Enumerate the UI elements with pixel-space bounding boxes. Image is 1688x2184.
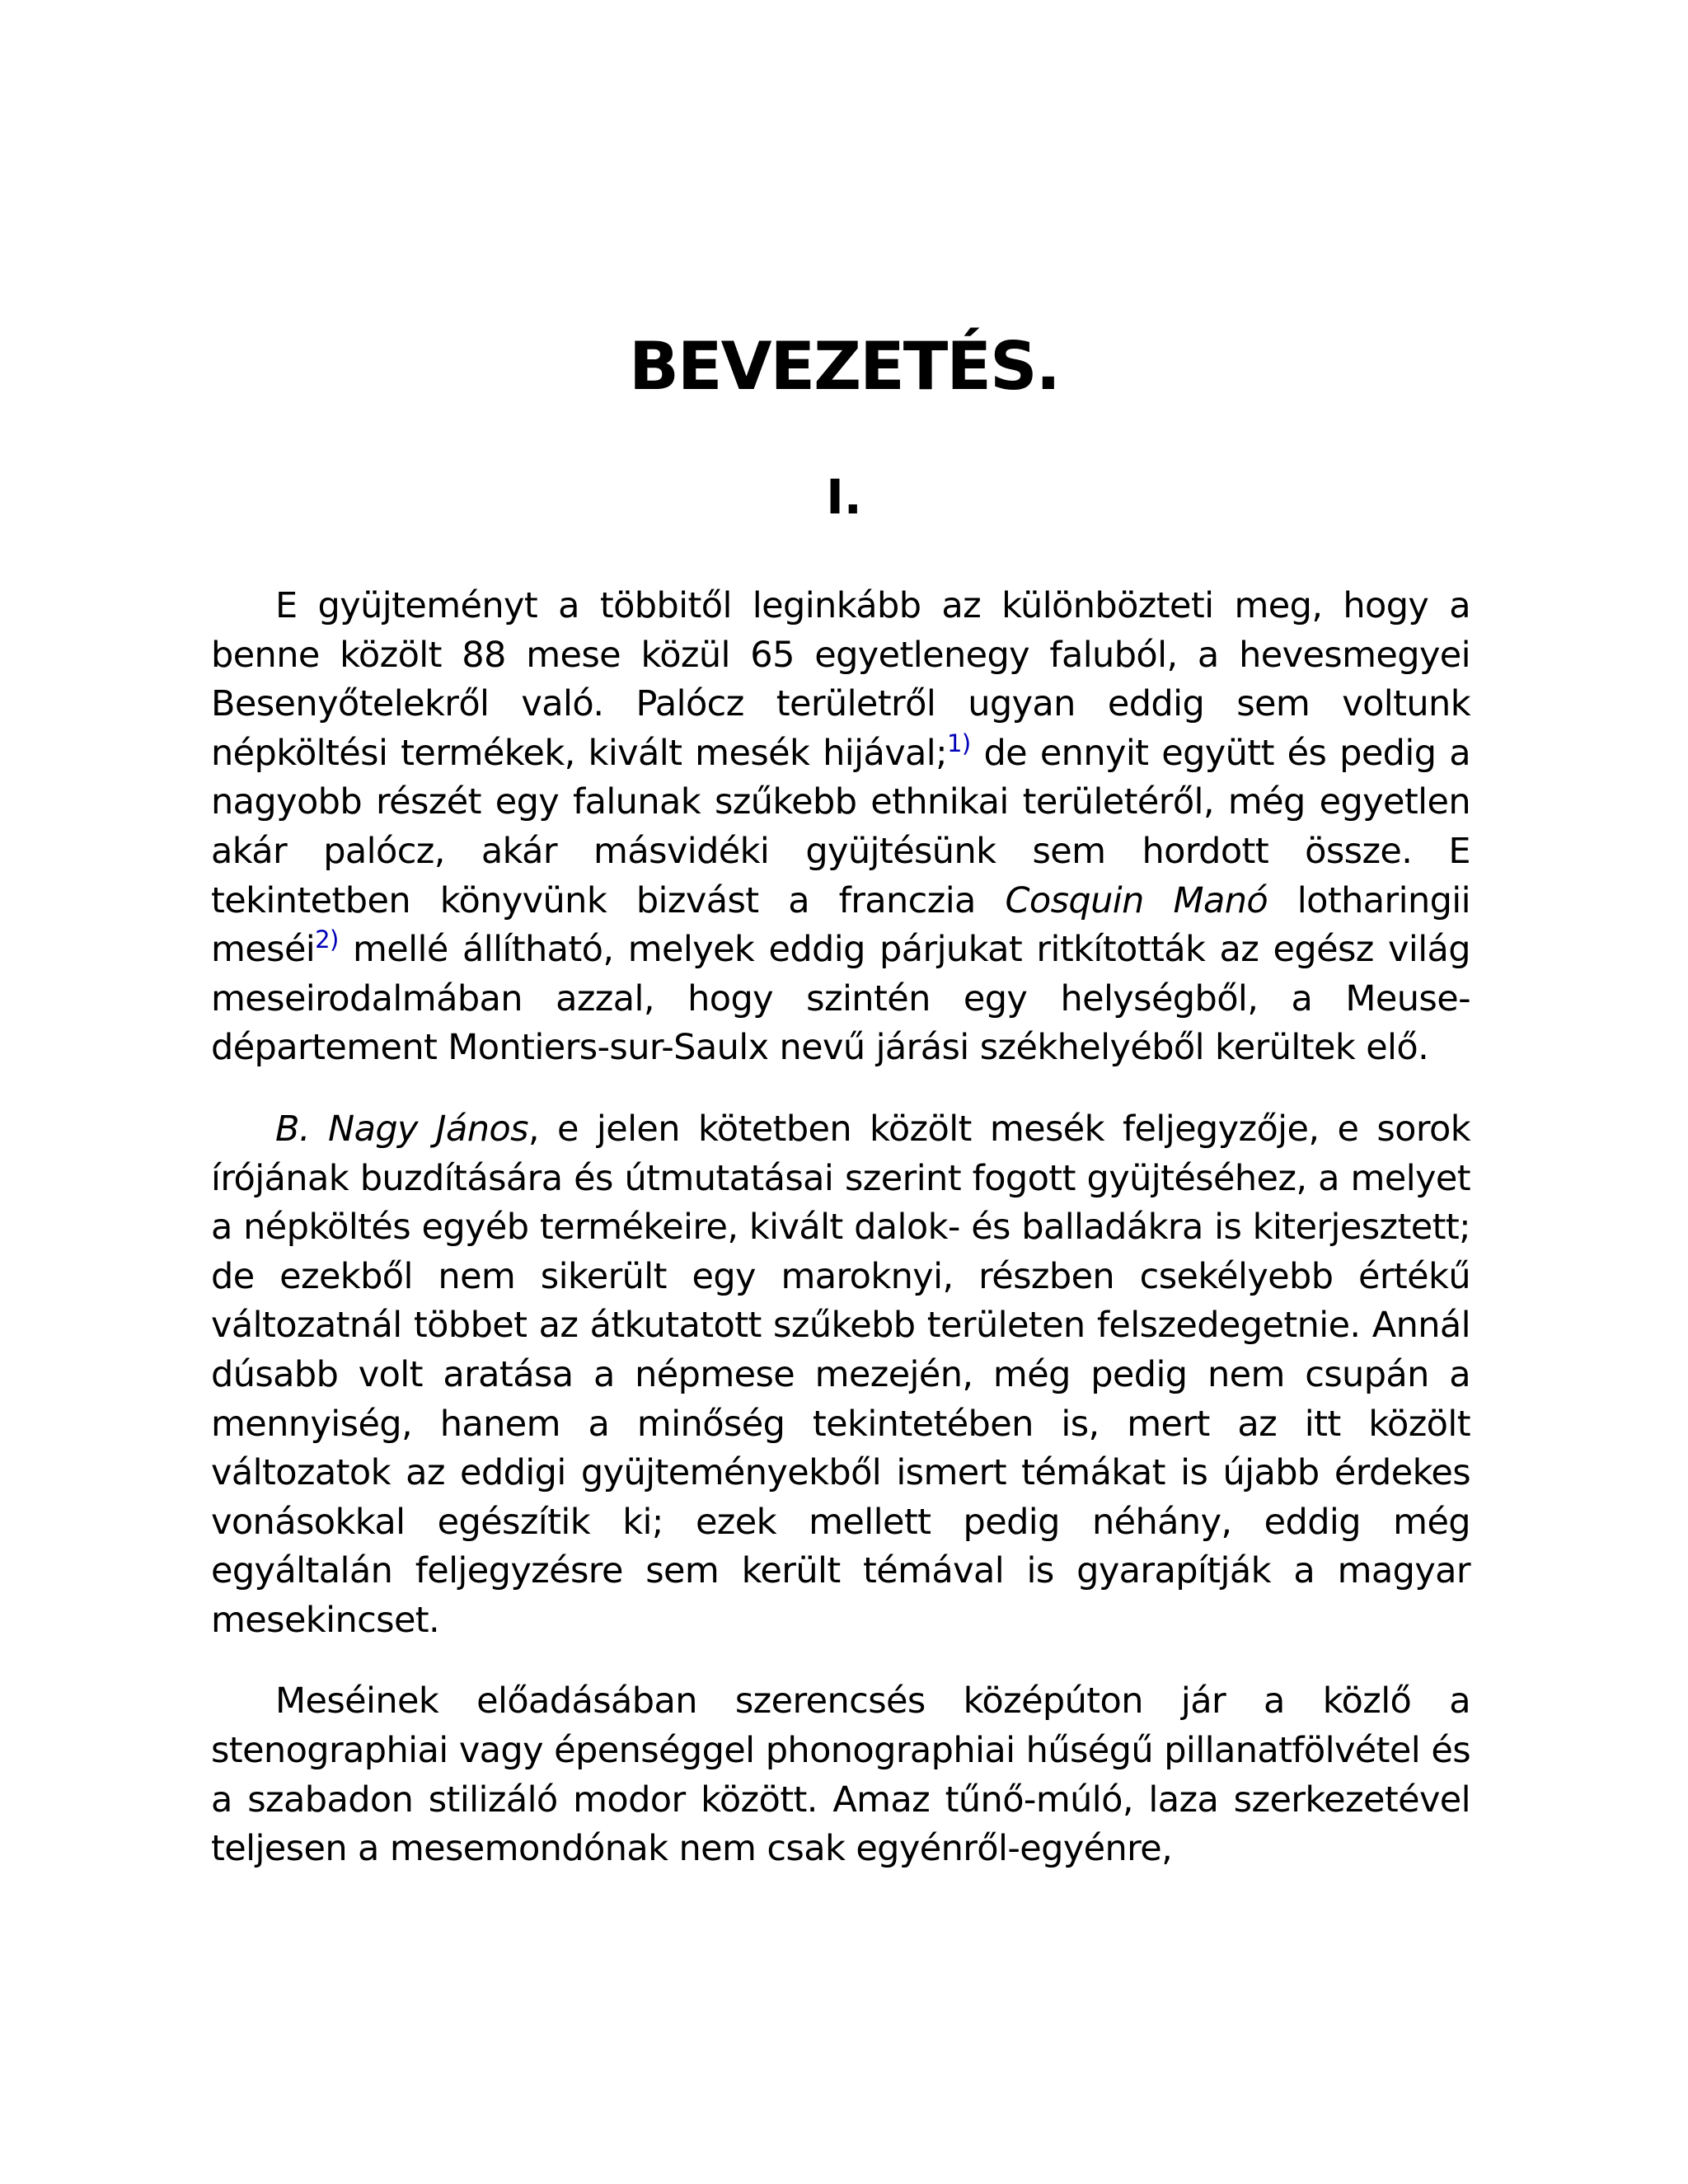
section-heading: I. [826, 469, 862, 525]
text-run: Meséinek előadásában szerencsés középúton jár a közlő a stenographiai vagy épenséggel phonographiai hűségű pillanatfölvétel és a szabadon stilizáló modor között. Amaz tűnő-múló, laza szerkezetével teljesen a mesemondónak nem csak egyénről-egyénre, [211, 1680, 1470, 1870]
text-run: lotharingii meséi [211, 879, 1470, 971]
text-run: E gyüjteményt a többitől leginkább az különbözteti meg, hogy a benne közölt 88 mese közül 65 egyetlenegy faluból, a hevesmegyei Besenyőtelekről való. Palócz területről ugyan eddig sem voltunk népköltési termékek, kivált mesék hijával; [211, 585, 1470, 774]
paragraph [211, 582, 1470, 1073]
footnote-reference-link[interactable]: 2) [315, 926, 339, 954]
person-name: B. Nagy János [275, 1108, 528, 1150]
page-title: BEVEZETÉS. [628, 328, 1060, 405]
paragraph [211, 1105, 1470, 1646]
text-run: mellé állítható, melyek eddig párjukat ritkították az egész világ meseirodalmában azzal, hogy szintén egy helységből, a Meuse-département Montiers-sur-Saulx nevű járási székhelyéből kerültek elő. [211, 929, 1470, 1069]
footnote-reference-link[interactable]: 1) [947, 729, 971, 757]
text-run: de ennyit együtt és pedig a nagyobb részét egy falunak szűkebb ethnikai területéről, még egyetlen akár palócz, akár másvidéki gyüjtésünk sem hordott össze. E tekintetben könyvünk bizvást a franczia [211, 732, 1470, 921]
body-text [211, 582, 1470, 1874]
paragraph [211, 1677, 1470, 1873]
text-run: , e jelen kötetben közölt mesék feljegyzője, e sorok írójának buzdítására és útmutatásai szerint fogott gyüjtéséhez, a melyet a népköltés egyéb termékeire, kivált dalok- és balladákra is kiterjesztett; de ezekből nem sikerült egy maroknyi, részben csekélyebb értékű változatnál többet az átkutatott szűkebb területen felszedegetnie. Annál dúsabb volt aratása a népmese mezején, még pedig nem csupán a mennyiség, hanem a minőség tekintetében is, mert az itt közölt változatok az eddigi gyüjteményekből ismert témákat is újabb érdekes vonásokkal egészítik ki; ezek mellett pedig néhány, eddig még egyáltalán feljegyzésre sem került témával is gyarapítják a magyar mesekincset. [211, 1108, 1470, 1641]
person-name: Cosquin Manó [1005, 879, 1268, 921]
